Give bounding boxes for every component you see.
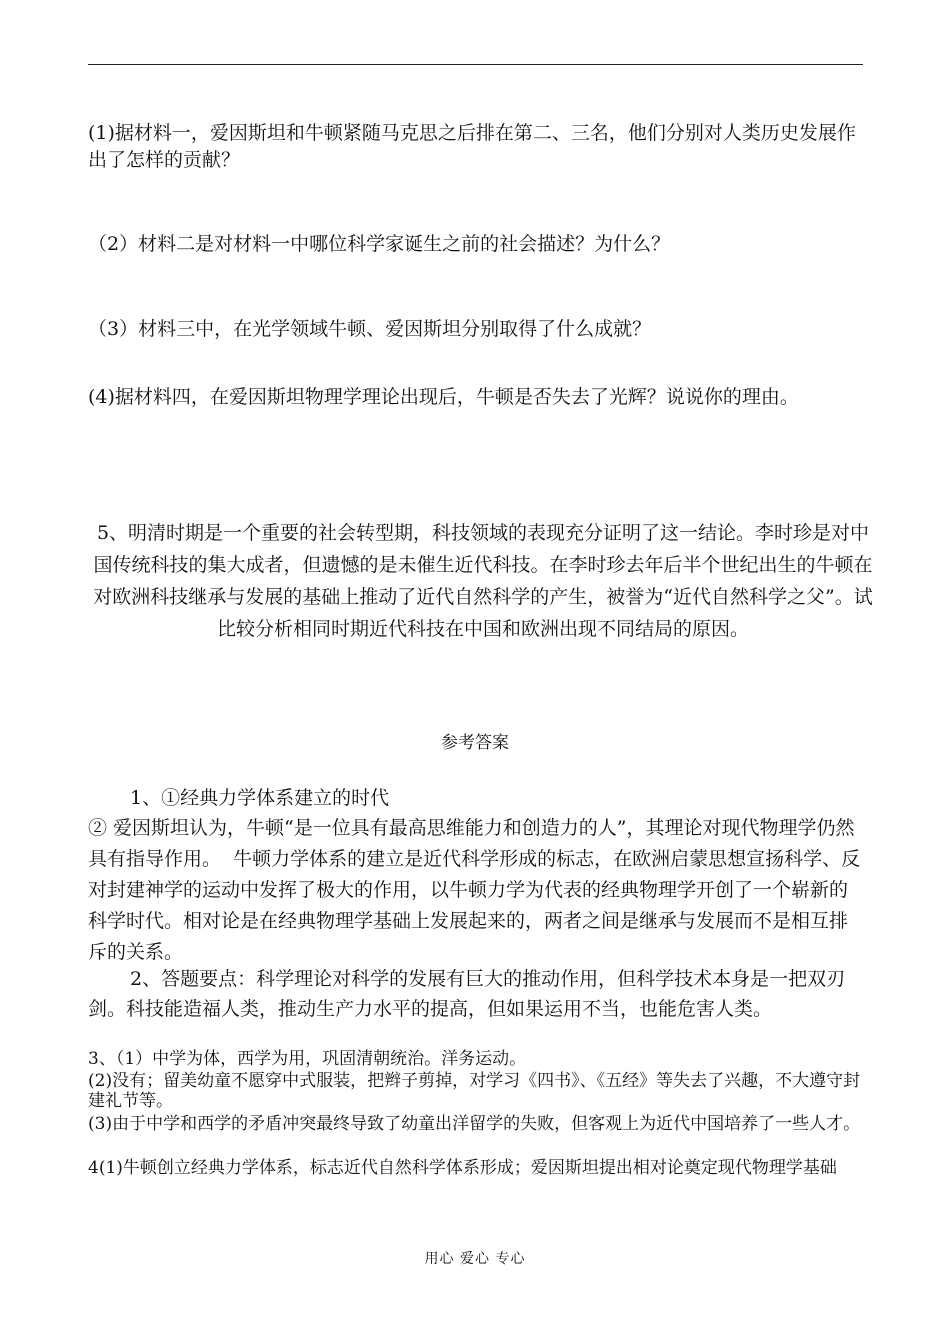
question-1: (1)据材料一，爱因斯坦和牛顿紧随马克思之后排在第二、三名，他们分别对人类历史发展作出了怎样的贡献？: [88, 122, 856, 171]
answers-title: 参考答案: [441, 733, 509, 753]
answer-1-body: ② 爱因斯坦认为，牛顿“是一位具有最高思维能力和创造力的人”，其理论对现代物理学仍然具有指导作用。 牛顿力学体系的建立是近代科学形成的标志，在欧洲启蒙思想宣扬科学、反对封建神学的运动中发挥了极大的作用，以牛顿力学为代表的经典物理学开创了一个崭新的科学时代。相对论是在经典物理学基础上发展起来的，两者之间是继承与发展而不是相互排斥的关系。: [88, 817, 861, 963]
answer-3-part-2: (2)没有；留美幼童不愿穿中式服装，把辫子剪掉，对学习《四书》、《五经》等失去了兴趣，不大遵守封建礼节等。: [88, 1071, 861, 1111]
page-footer: 用心 爱心 专心: [424, 1251, 526, 1267]
answer-1-heading: 1、①经典力学体系建立的时代: [130, 787, 390, 809]
answer-3-part-3: (3)由于中学和西学的矛盾冲突最终导致了幼童出洋留学的失败，但客观上为近代中国培养了一些人才。: [88, 1114, 861, 1134]
header-rule: [88, 64, 863, 65]
question-4: (4)据材料四，在爱因斯坦物理学理论出现后，牛顿是否失去了光辉？说说你的理由。: [88, 386, 799, 408]
answer-3-part-1: 3、（1）中学为体，西学为用，巩固清朝统治。洋务运动。: [88, 1049, 527, 1069]
question-5: 5、明清时期是一个重要的社会转型期，科技领域的表现充分证明了这一结论。李时珍是对中国传统科技的集大成者，但遗憾的是未催生近代科技。在李时珍去年后半个世纪出生的牛顿在对欧洲科技继承与发展的基础上推动了近代自然科学的产生，被誉为“近代自然科学之父”。试比较分析相同时期近代科技在中国和欧洲出现不同结局的原因。: [93, 522, 873, 640]
answer-2: 2、答题要点：科学理论对科学的发展有巨大的推动作用，但科学技术本身是一把双刃剑。科技能造福人类，推动生产力水平的提高，但如果运用不当，也能危害人类。: [88, 968, 846, 1020]
question-2: （2）材料二是对材料一中哪位科学家诞生之前的社会描述？为什么？: [88, 233, 671, 255]
answer-4: 4(1)牛顿创立经典力学体系，标志近代自然科学体系形成；爱因斯坦提出相对论奠定现代物理学基础: [88, 1158, 837, 1178]
question-3: （3）材料三中，在光学领域牛顿、爱因斯坦分别取得了什么成就？: [88, 318, 652, 340]
